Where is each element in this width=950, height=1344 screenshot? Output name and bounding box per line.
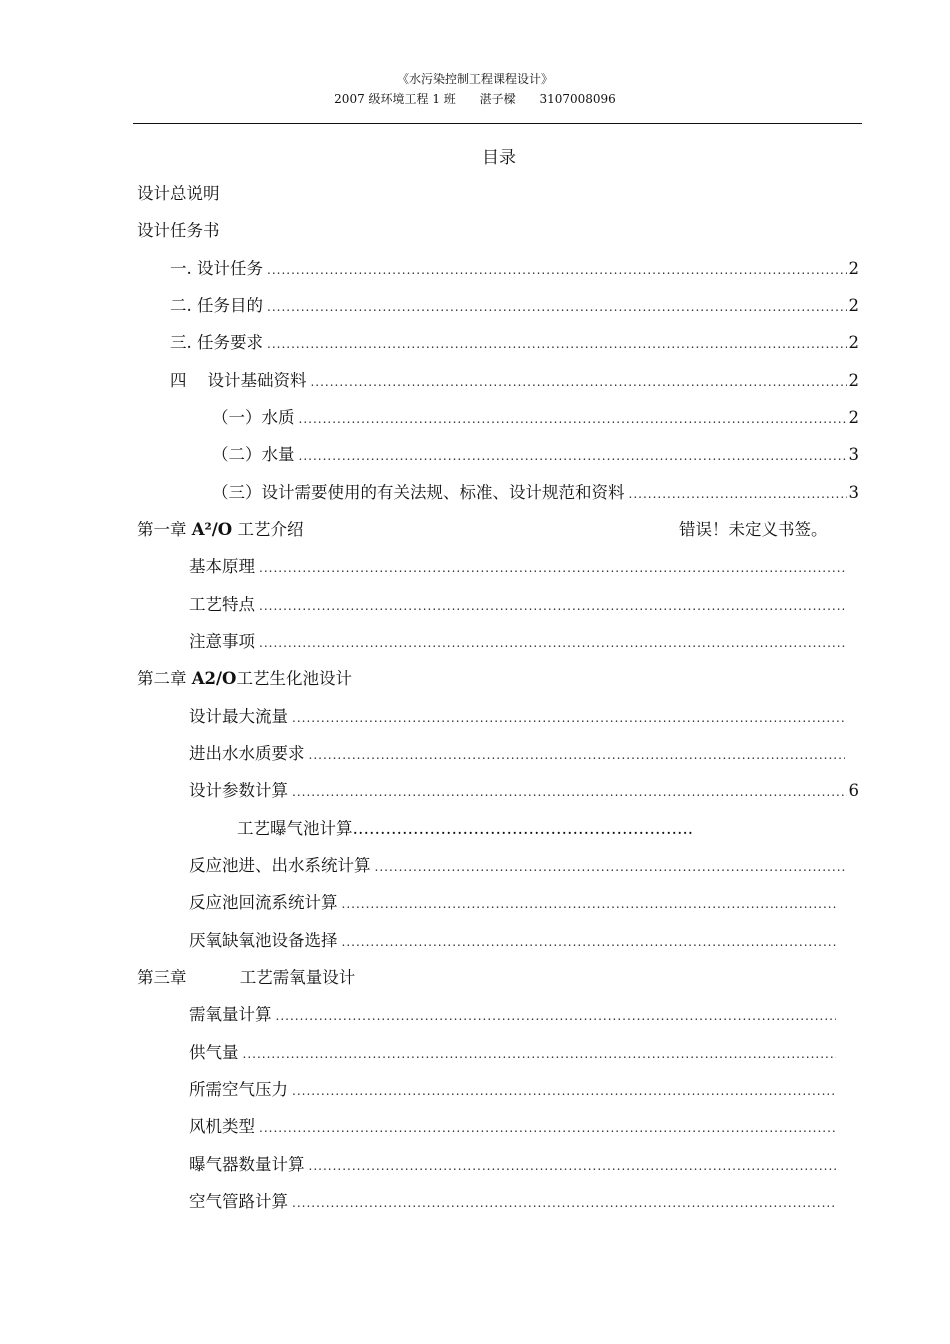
toc-entry[interactable]: [189, 1151, 838, 1175]
toc-entry[interactable]: [189, 889, 838, 913]
toc-entry-label: 三. 任务要求: [170, 333, 263, 352]
toc-entry[interactable]: [189, 1188, 838, 1212]
chapter-prefix: 第三章: [137, 968, 187, 987]
toc-dot-leader: [342, 935, 837, 949]
toc-dot-leader: [276, 1009, 837, 1023]
toc-entry-page: 3: [848, 483, 859, 502]
toc-entry[interactable]: [170, 292, 859, 316]
toc-entry-label: 设计参数计算: [189, 781, 288, 800]
header-author-line: [0, 90, 950, 107]
toc-entry-label: 反应池进、出水系统计算: [189, 856, 371, 875]
header-rule: [133, 123, 862, 124]
header-name: 湛子樑: [479, 92, 516, 106]
toc-entry-label: （二）水量: [212, 445, 295, 464]
toc-dot-leader: [629, 487, 847, 501]
chapter-title: 工艺介绍: [237, 520, 304, 539]
toc-entry[interactable]: [189, 1113, 838, 1137]
toc-entry-label: 进出水水质要求: [189, 744, 305, 763]
toc-dot-leader: [292, 785, 847, 799]
toc-entry-label: 工艺特点: [189, 595, 255, 614]
toc-entry-label: 二. 任务目的: [170, 296, 263, 315]
chapter-prefix: 第二章: [137, 669, 187, 688]
toc-dot-leader: [310, 375, 846, 389]
toc-entry-label: 注意事项: [189, 632, 255, 651]
toc-dot-leader: [267, 300, 847, 314]
toc-dot-leader: [292, 1196, 836, 1210]
toc-entry-label: 基本原理: [189, 557, 255, 576]
chapter-process-name: A²/O: [191, 520, 233, 539]
header-id: 3107008096: [539, 92, 616, 106]
toc-entry[interactable]: [189, 1039, 838, 1063]
header-course-title: 《水污染控制工程课程设计》: [396, 72, 553, 86]
toc-entry[interactable]: [170, 255, 859, 279]
toc-entry-page: 2: [848, 259, 859, 278]
toc-dot-leader: [243, 1047, 837, 1061]
toc-entry-label: 四 设计基础资料: [170, 371, 307, 390]
toc-chapter-3[interactable]: [137, 964, 355, 988]
toc-dot-leader: [342, 897, 837, 911]
toc-entry-page: 2: [848, 296, 859, 315]
toc-dot-leader: [292, 711, 845, 725]
toc-entry[interactable]: [170, 367, 859, 391]
toc-entry[interactable]: [189, 553, 847, 577]
toc-design-summary[interactable]: 设计总说明: [137, 184, 220, 203]
toc-chapter-1[interactable]: [137, 516, 303, 540]
toc-task-book[interactable]: 设计任务书: [137, 221, 220, 240]
toc-entry[interactable]: [212, 404, 859, 428]
toc-entry-label: 供气量: [189, 1043, 239, 1062]
toc-dot-leader: [309, 1159, 837, 1173]
toc-entry[interactable]: [189, 628, 847, 652]
toc-entry[interactable]: [189, 1001, 838, 1025]
toc-entry-page: 2: [848, 408, 859, 427]
toc-dot-leader: [309, 748, 846, 762]
toc-entry-label: 设计最大流量: [189, 707, 288, 726]
toc-dot-leader: [259, 636, 845, 650]
header-class: 2007 级环境工程 1 班: [334, 92, 456, 106]
toc-entry[interactable]: [189, 703, 847, 727]
toc-entry-page: 2: [848, 333, 859, 352]
toc-dot-leader: [259, 599, 845, 613]
toc-entry-aeration-tank[interactable]: 工艺曝气池计算……………………………………………………..: [237, 819, 693, 838]
chapter-process-name: A2/O: [191, 669, 237, 688]
toc-entry-label: 空气管路计算: [189, 1192, 288, 1211]
toc-dot-leader: [292, 1084, 836, 1098]
toc-entry-label: 反应池回流系统计算: [189, 893, 338, 912]
toc-dot-leader: [299, 412, 847, 426]
toc-entry[interactable]: [189, 777, 859, 801]
toc-entry[interactable]: [212, 479, 859, 503]
chapter-title: 工艺需氧量设计: [239, 968, 356, 987]
toc-entry[interactable]: [189, 927, 838, 951]
chapter-prefix: 第一章: [137, 520, 187, 539]
toc-chapter-2[interactable]: [137, 665, 352, 689]
toc-dot-leader: [267, 337, 847, 351]
toc-entry[interactable]: [212, 441, 859, 465]
toc-dot-leader: [259, 561, 845, 575]
toc-entry-label: 所需空气压力: [189, 1080, 288, 1099]
toc-dot-leader: [267, 263, 847, 277]
toc-entry[interactable]: [189, 1076, 838, 1100]
toc-entry[interactable]: [170, 329, 859, 353]
toc-entry-label: 曝气器数量计算: [189, 1155, 305, 1174]
bookmark-error-text: 错误！未定义书签。: [679, 520, 828, 539]
toc-entry-label: （三）设计需要使用的有关法规、标准、设计规范和资料: [212, 483, 625, 502]
toc-entry-page: 6: [848, 781, 859, 800]
toc-entry-page: 2: [848, 371, 859, 390]
toc-entry-label: （一）水质: [212, 408, 295, 427]
chapter-title: 工艺生化池设计: [236, 669, 352, 688]
toc-entry-label: 需氧量计算: [189, 1005, 272, 1024]
toc-entry-label: 风机类型: [189, 1117, 255, 1136]
toc-entry[interactable]: [189, 591, 847, 615]
toc-entry-label: 一. 设计任务: [170, 259, 263, 278]
toc-dot-leader: [375, 860, 846, 874]
toc-dot-leader: [299, 449, 847, 463]
toc-entry-label: 厌氧缺氧池设备选择: [189, 931, 338, 950]
toc-entry[interactable]: [189, 740, 847, 764]
toc-dot-leader: [259, 1121, 836, 1135]
toc-entry[interactable]: [189, 852, 847, 876]
toc-title: 目录: [482, 148, 516, 168]
toc-entry-page: 3: [848, 445, 859, 464]
